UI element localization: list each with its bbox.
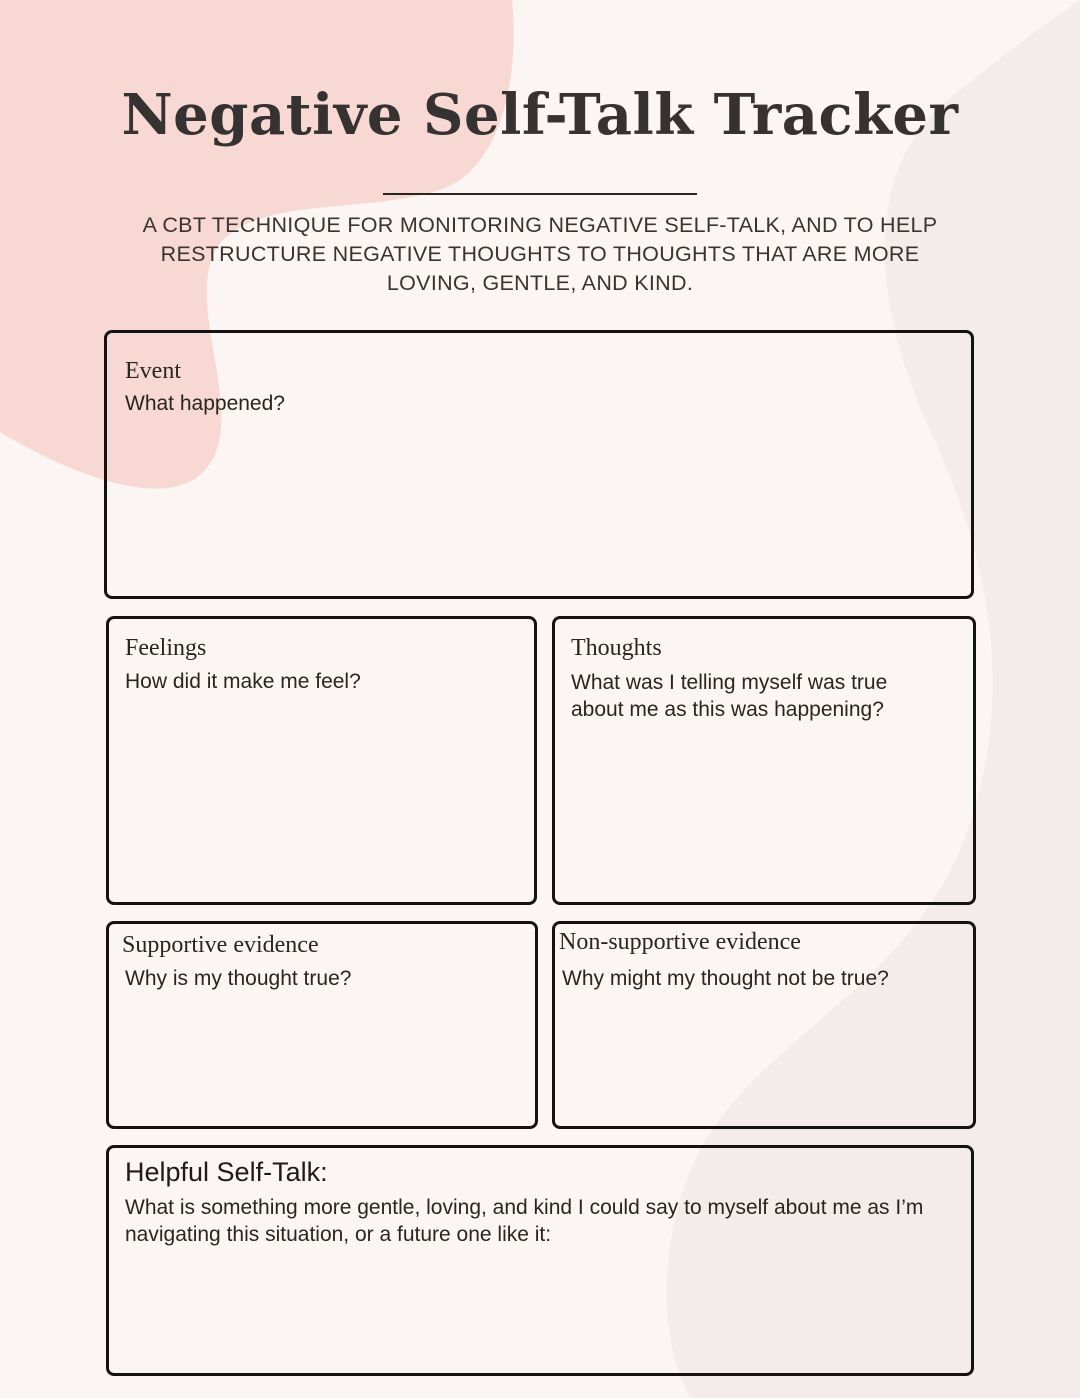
event-label: Event xyxy=(125,358,181,384)
event-prompt: What happened? xyxy=(125,392,285,415)
supportive-evidence-label: Supportive evidence xyxy=(122,932,319,958)
helpful-self-talk-prompt: What is something more gentle, loving, and kind I could say to myself about me as I’m navigating this situation, or a future one like it: xyxy=(125,1196,924,1246)
thoughts-label: Thoughts xyxy=(571,635,662,661)
feelings-prompt: How did it make me feel? xyxy=(125,670,361,693)
event-box[interactable] xyxy=(104,330,974,599)
non-supportive-evidence-prompt: Why might my thought not be true? xyxy=(562,967,889,990)
thoughts-prompt: What was I telling myself was true about me as this was happening? xyxy=(571,671,888,721)
page-title: Negative Self-Talk Tracker xyxy=(121,82,959,148)
page-subtitle: A CBT TECHNIQUE FOR MONITORING NEGATIVE SELF-TALK, AND TO HELP RESTRUCTURE NEGATIVE THOUGHTS TO THOUGHTS THAT ARE MORE LOVING, GENTLE, AND KIND. xyxy=(142,213,938,295)
helpful-self-talk-label: Helpful Self-Talk: xyxy=(125,1157,328,1187)
feelings-label: Feelings xyxy=(125,635,207,661)
supportive-evidence-prompt: Why is my thought true? xyxy=(125,967,352,990)
non-supportive-evidence-label: Non-supportive evidence xyxy=(559,929,801,955)
title-divider xyxy=(383,193,697,195)
